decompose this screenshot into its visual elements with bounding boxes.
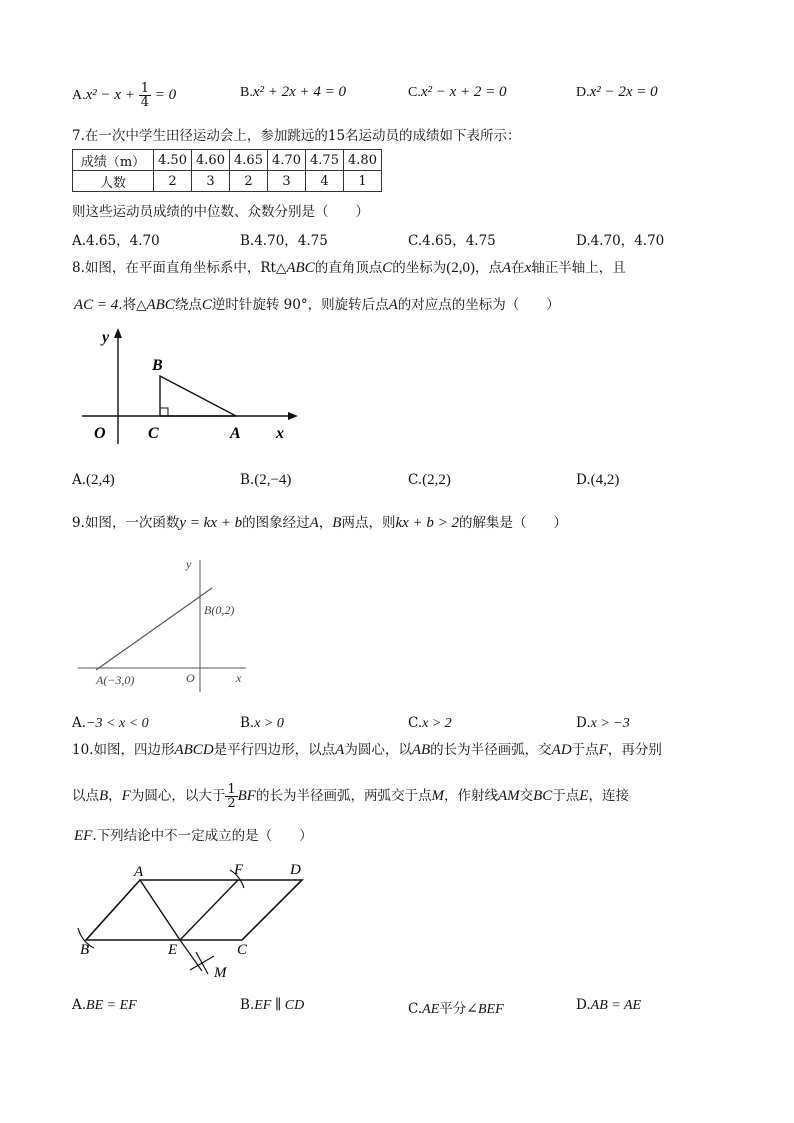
q9-option-a[interactable]: A.−3 < x < 0 [72, 715, 149, 731]
label-x: x [236, 671, 242, 685]
label-point-b: B(0,2) [204, 603, 235, 617]
q8-option-c[interactable]: C.(2,2) [408, 472, 451, 488]
q9-option-c[interactable]: C.x > 2 [408, 715, 452, 731]
triangle-abc [160, 376, 236, 416]
q8-option-d[interactable]: D.(4,2) [576, 472, 620, 488]
q6-option-d[interactable]: D.x² − 2x = 0 [576, 84, 658, 100]
q10-option-b[interactable]: B.EF ∥ CD [240, 997, 305, 1013]
q8-stem-line1: 8.如图，在平面直角坐标系中，Rt△ABC的直角顶点C的坐标为(2,0)，点A在x轴正半轴上，且 [72, 260, 626, 276]
x-axis-arrow [288, 412, 298, 420]
label-e: E [168, 942, 178, 958]
label-y: y [186, 557, 192, 571]
parallelogram-abcd [86, 880, 302, 940]
label-x: x [276, 425, 284, 442]
q10-stem-line1: 10.如图，四边形ABCD是平行四边形，以点A为圆心，以AB的长为半径画弧，交AD于点F，再分别 [72, 742, 662, 758]
q8-option-b[interactable]: B.(2,−4) [240, 472, 292, 488]
q10-parallelogram-figure [72, 858, 322, 983]
label-a: A [230, 425, 241, 442]
label-c: C [237, 942, 248, 958]
label-b: B [152, 357, 163, 374]
label-d: D [290, 862, 301, 878]
q7-stem: 7.在一次中学生田径运动会上，参加跳远的15名运动员的成绩如下表所示： [72, 128, 521, 144]
table-row: 成绩（m） 4.50 4.60 4.65 4.70 4.75 4.80 [73, 150, 382, 171]
function-line [96, 588, 212, 670]
q9-stem: 9.如图，一次函数y = kx + b的图象经过A，B两点，则kx + b > 2的解集是（ ） [72, 515, 568, 531]
q8-coordinate-figure [74, 322, 304, 447]
q7-option-a[interactable]: A.4.65，4.70 [72, 233, 160, 249]
label-y: y [102, 329, 110, 346]
ray-am [180, 940, 202, 971]
label-point-a: A(−3,0) [96, 673, 135, 687]
segment-ae [140, 880, 180, 940]
fraction: $\frac{1}{4}$ [140, 81, 149, 110]
q10-stem-line2: 以点B，F为圆心，以大于 $\frac{1}{2}$ BF的长为半径画弧，两弧交于点M，作射线AM交BC于点E，连接 [72, 782, 629, 811]
q8-option-a[interactable]: A.(2,4) [72, 472, 115, 488]
label-m: M [214, 965, 227, 981]
table-row: 人数 2 3 2 3 4 1 [73, 171, 382, 192]
q9-option-b[interactable]: B.x > 0 [240, 715, 284, 731]
q9-option-d[interactable]: D.x > −3 [576, 715, 630, 731]
label-origin: O [94, 425, 106, 442]
q7-question: 则这些运动员成绩的中位数、众数分别是（ ） [72, 204, 369, 220]
right-angle-mark [160, 408, 168, 416]
q7-score-table [72, 149, 382, 192]
q6-option-b[interactable]: B.x² + 2x + 4 = 0 [240, 84, 347, 100]
fraction: $\frac{1}{2}$ [227, 782, 236, 811]
label-b: B [80, 942, 90, 958]
q9-linear-function-figure [76, 554, 256, 694]
label-c: C [148, 425, 159, 442]
segment-ef [180, 880, 238, 940]
label-origin: O [186, 671, 195, 685]
q6-option-c[interactable]: C.x² − x + 2 = 0 [408, 84, 507, 100]
q10-option-d[interactable]: D.AB = AE [576, 997, 642, 1013]
label-f: F [234, 862, 244, 878]
q7-option-b[interactable]: B.4.70，4.75 [240, 233, 328, 249]
q10-option-a[interactable]: A.BE = EF [72, 997, 137, 1013]
q8-stem-line2: AC = 4.将△ABC绕点C逆时针旋转 90°，则旋转后点A的对应点的坐标为（ ） [74, 297, 560, 313]
q7-option-d[interactable]: D.4.70，4.70 [576, 233, 665, 249]
q10-stem-line3: EF.下列结论中不一定成立的是（ ） [74, 828, 313, 844]
q7-option-c[interactable]: C.4.65，4.75 [408, 233, 496, 249]
q10-option-c[interactable]: C.AE平分∠BEF [408, 1001, 504, 1017]
label-a: A [134, 864, 144, 880]
q6-option-a[interactable]: A.x² − x + $\frac{1}{4}$ = 0 [72, 81, 177, 110]
y-axis-arrow [114, 328, 122, 338]
